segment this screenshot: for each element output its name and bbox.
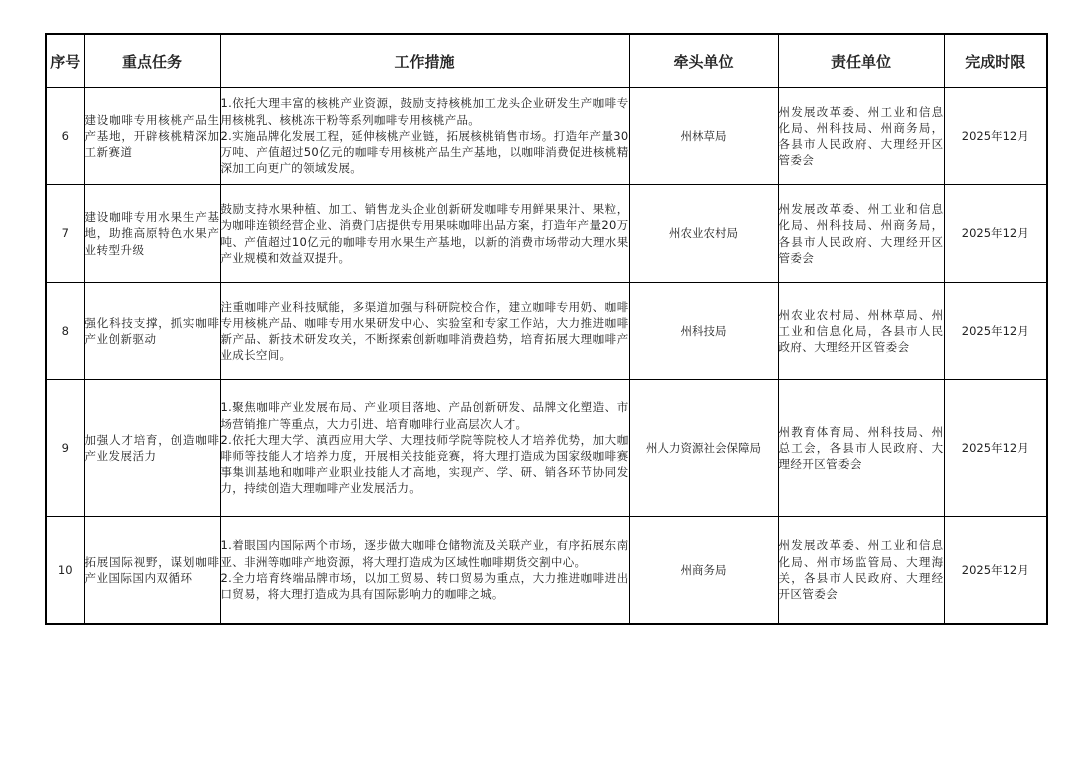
key-task: 拓展国际视野，谋划咖啡产业国际国内双循环 — [84, 517, 220, 624]
key-task: 建设咖啡专用核桃产品生产基地，开辟核桃精深加工新赛道 — [84, 88, 220, 185]
row-number: 6 — [46, 88, 84, 185]
header-no: 序号 — [46, 34, 84, 88]
measure-item: 2.实施品牌化发展工程，延伸核桃产业链，拓展核桃销售市场。打造年产量30万吨、产值超过50亿元的咖啡专用核桃产品生产基地，以咖啡消费促进核桃精深加工向更广的领域发展。 — [220, 128, 629, 176]
table-header-row — [46, 34, 1047, 88]
measure-item: 2.全力培育终端品牌市场，以加工贸易、转口贸易为重点，大力推进咖啡进出口贸易，将大理打造成为具有国际影响力的咖啡之城。 — [220, 570, 629, 601]
lead-unit: 州林草局 — [629, 88, 778, 185]
measure-item: 1.依托大理丰富的核桃产业资源，鼓励支持核桃加工龙头企业研发生产咖啡专用核桃乳、核桃冻干粉等系列咖啡专用核桃产品。 — [220, 96, 629, 127]
work-measures — [220, 185, 629, 283]
work-measures — [220, 380, 629, 517]
header-task: 重点任务 — [84, 34, 220, 88]
table-row — [46, 185, 1047, 283]
row-number: 8 — [46, 283, 84, 380]
responsible-units: 州发展改革委、州工业和信息化局、州市场监管局、大理海关，各县市人民政府、大理经开区管委会 — [778, 517, 944, 624]
row-number: 7 — [46, 185, 84, 283]
lead-unit: 州科技局 — [629, 283, 778, 380]
deadline: 2025年12月 — [944, 88, 1047, 185]
deadline: 2025年12月 — [944, 517, 1047, 624]
table-row — [46, 380, 1047, 517]
work-measures — [220, 283, 629, 380]
table-row — [46, 88, 1047, 185]
lead-unit: 州商务局 — [629, 517, 778, 624]
key-task: 加强人才培育，创造咖啡产业发展活力 — [84, 380, 220, 517]
work-measures — [220, 88, 629, 185]
key-task: 强化科技支撑，抓实咖啡产业创新驱动 — [84, 283, 220, 380]
row-number: 9 — [46, 380, 84, 517]
row-number: 10 — [46, 517, 84, 624]
measure-item: 2.依托大理大学、滇西应用大学、大理技师学院等院校人才培养优势，加大咖啡师等技能人才培养力度，开展相关技能竞赛，将大理打造成为国家级咖啡赛事集训基地和咖啡产业职业技能人才高地，实现产、学、研、销各环节协同发力，持续创造大理咖啡产业发展活力。 — [220, 432, 629, 496]
measure-item: 注重咖啡产业科技赋能，多渠道加强与科研院校合作，建立咖啡专用奶、咖啡专用核桃产品、咖啡专用水果研发中心、实验室和专家工作站，大力推进咖啡新产品、新技术研发攻关，不断探索创新咖啡消费趋势，培育拓展大理咖啡产业成长空间。 — [220, 299, 629, 363]
responsible-units: 州发展改革委、州工业和信息化局、州科技局、州商务局，各县市人民政府、大理经开区管委会 — [778, 88, 944, 185]
header-lead-unit: 牵头单位 — [629, 34, 778, 88]
lead-unit: 州农业农村局 — [629, 185, 778, 283]
table-row — [46, 283, 1047, 380]
deadline: 2025年12月 — [944, 283, 1047, 380]
measure-item: 1.着眼国内国际两个市场，逐步做大咖啡仓储物流及关联产业，有序拓展东南亚、非洲等咖啡产地资源，将大理打造成为区域性咖啡期货交割中心。 — [220, 538, 629, 569]
work-measures — [220, 517, 629, 624]
deadline: 2025年12月 — [944, 185, 1047, 283]
header-measures: 工作措施 — [220, 34, 629, 88]
deadline: 2025年12月 — [944, 380, 1047, 517]
key-task: 建设咖啡专用水果生产基地，助推高原特色水果产业转型升级 — [84, 185, 220, 283]
responsible-units: 州教育体育局、州科技局、州总工会，各县市人民政府、大理经开区管委会 — [778, 380, 944, 517]
measure-item: 1.聚焦咖啡产业发展布局、产业项目落地、产品创新研发、品牌文化塑造、市场营销推广等重点，大力引进、培育咖啡行业高层次人才。 — [220, 400, 629, 431]
header-responsible-unit: 责任单位 — [778, 34, 944, 88]
responsible-units: 州农业农村局、州林草局、州工业和信息化局，各县市人民政府、大理经开区管委会 — [778, 283, 944, 380]
work-plan-table — [45, 33, 1048, 625]
table-row — [46, 517, 1047, 624]
header-deadline: 完成时限 — [944, 34, 1047, 88]
responsible-units: 州发展改革委、州工业和信息化局、州科技局、州商务局，各县市人民政府、大理经开区管委会 — [778, 185, 944, 283]
measure-item: 鼓励支持水果种植、加工、销售龙头企业创新研发咖啡专用鲜果果汁、果粒，为咖啡连锁经营企业、消费门店提供专用果味咖啡出品方案，打造年产量20万吨、产值超过10亿元的咖啡专用水果生产基地，以新的消费市场带动大理水果产业规模和效益双提升。 — [220, 202, 629, 265]
lead-unit: 州人力资源社会保障局 — [629, 380, 778, 517]
